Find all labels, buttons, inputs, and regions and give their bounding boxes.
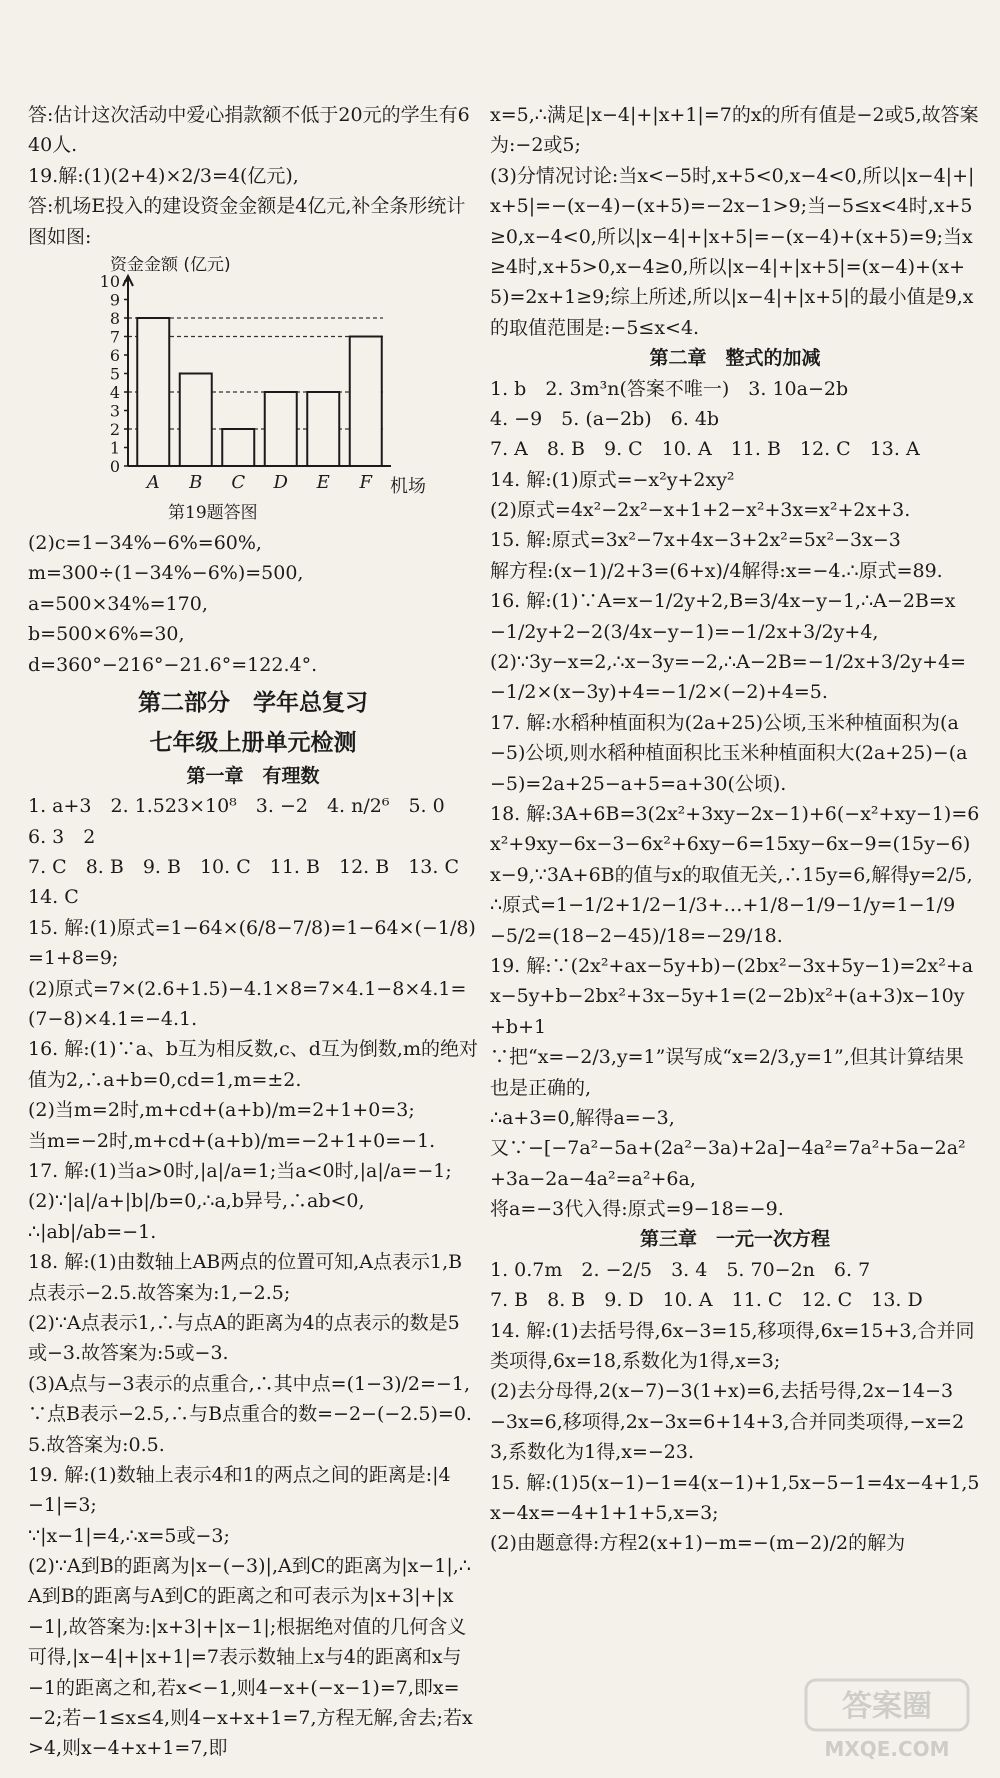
y-tick-label: 0 [109, 456, 120, 476]
chapter-2-title: 第二章 整式的加减 [649, 347, 821, 370]
text-line: 17. 解:水稻种植面积为(2a+25)公顷,玉米种植面积为(a−5)公顷,则水稻种植面积比玉米种植面积大(2a+25)−(a−5)=2a+25−a+5=a+30(公顷). [490, 711, 968, 795]
text-line: m=300÷(1−34%−6%)=500, [28, 562, 304, 585]
text-line: a=500×34%=170, [28, 592, 208, 615]
bar-chart-svg [78, 256, 438, 526]
unit-title: 七年级上册单元检测 [149, 730, 357, 757]
text-line: 7. A 8. B 9. C 10. A 11. B 12. C 13. A [490, 438, 920, 461]
text-line: 19.解:(1)(2+4)×2/3=4(亿元), [28, 164, 299, 187]
y-tick-label: 5 [109, 364, 120, 384]
text-line: (3)A点与−3表示的点重合,∴其中点=(1−3)/2=−1,∵点B表示−2.5,∴与B点重合的数=−2−(−2.5)=0.5.故答案为:0.5. [28, 1372, 472, 1456]
bar-chart [78, 256, 438, 526]
text-line: 17. 解:(1)当a>0时,|a|/a=1;当a<0时,|a|/a=−1;(2)∵|a|/a+|b|/b=0,∴a,b异号,∴ab<0, [28, 1159, 452, 1213]
text-line: 15. 解:原式=3x²−7x+4x−3+2x²=5x²−3x−3 [490, 529, 901, 552]
text-line: x=5,∴满足|x−4|+|x+1|=7的x的所有值是−2或5,故答案为:−2或5; [490, 104, 979, 157]
x-tick-label: E [316, 471, 330, 493]
text-line: (2)∵A到B的距离为|x−(−3)|,A到C的距离为|x−1|,∴A到B的距离与A到C的距离之和可表示为|x+3|+|x−1|,故答案为:|x+3|+|x−1|;根据绝对值的几何含义可得,|x−4|+|x+1|=7表示数轴上x与4的距离和x与−1的距离之和,若x<−1,则4−x+(−x−1)=7,即x=−2;若−1≤x≤4,则4−x+x+1=7,方程无解,舍去;若x>4,则x−4+x+1=7,即 [28, 1555, 473, 1760]
x-tick-label: D [273, 471, 288, 493]
y-tick-label: 3 [109, 401, 120, 421]
text-line: (2)原式=4x²−2x²−x+1+2−x²+3x=x²+2x+3. [490, 499, 911, 522]
text-line: 当m=−2时,m+cd+(a+b)/m=−2+1+0=−1. [28, 1129, 436, 1152]
text-line: (2)c=1−34%−6%=60%, [28, 531, 262, 554]
text-line: 答:估计这次活动中爱心捐款额不低于20元的学生有640人. [28, 104, 470, 157]
chart-caption: 第19题答图 [168, 502, 258, 523]
x-tick-label: F [359, 471, 372, 493]
text-line: 7. C 8. B 9. B 10. C 11. B 12. B 13. C 14. C [28, 856, 479, 909]
text-line: (2)由题意得:方程2(x+1)−m=−(m−2)/2的解为 [490, 1532, 906, 1555]
y-tick-label: 10 [99, 271, 120, 291]
x-axis-label: 机场 [390, 475, 426, 497]
x-tick-label: A [146, 471, 160, 493]
text-line: 1. a+3 2. 1.523×10⁸ 3. −2 4. n/2⁶ 5. 0 6. 3 2 [28, 795, 464, 848]
watermark-logo [802, 1674, 972, 1764]
text-line: (2)当m=2时,m+cd+(a+b)/m=2+1+0=3; [28, 1099, 415, 1122]
watermark-text: 答案圈 [842, 1689, 932, 1724]
bar [350, 336, 382, 466]
watermark-url: MXQE.COM [824, 1737, 950, 1761]
text-line: 答:机场E投入的建设资金金额是4亿元,补全条形统计图如图: [28, 195, 466, 248]
text-line: 18. 解:(1)由数轴上AB两点的位置可知,A点表示1,B点表示−2.5.故答案为:1,−2.5; [28, 1251, 463, 1304]
y-tick-label: 6 [109, 345, 120, 365]
text-line: ∴a+3=0,解得a=−3, [490, 1106, 675, 1129]
y-tick-label: 2 [109, 419, 120, 439]
bar [307, 392, 339, 466]
text-line: 4. −9 5. (a−2b) 6. 4b [490, 407, 720, 430]
y-tick-label: 4 [109, 382, 120, 402]
text-line: 15. 解:(1)原式=1−64×(6/8−7/8)=1−64×(−1/8)=1+8=9; [28, 916, 476, 970]
text-line: ∵把“x=−2/3,y=1”误写成“x=2/3,y=1”,但其计算结果也是正确的, [490, 1046, 964, 1099]
y-tick-label: 8 [109, 308, 120, 328]
text-line: 1. b 2. 3m³n(答案不唯一) 3. 10a−2b [490, 377, 849, 400]
text-line: (2)原式=7×(2.6+1.5)−4.1×8=7×4.1−8×4.1=(7−8)×4.1=−4.1. [28, 977, 467, 1031]
x-tick-label: C [231, 471, 246, 493]
text-line: 16. 解:(1)∵A=x−1/2y+2,B=3/4x−y−1,∴A−2B=x−1/2y+2−2(3/4x−y−1)=−1/2x+3/2y+4, [490, 590, 956, 643]
y-tick-label: 7 [109, 327, 120, 347]
text-line: (2)∵3y−x=2,∴x−3y=−2,∴A−2B=−1/2x+3/2y+4=−1/2×(x−3y)+4=−1/2×(−2)+4=5. [490, 651, 967, 704]
text-line: 将a=−3代入得:原式=9−18=−9. [490, 1198, 784, 1221]
bar [180, 373, 212, 466]
text-line: 19. 解:∵(2x²+ax−5y+b)−(2bx²−3x+5y−1)=2x²+ax−5y+b−2bx²+3x−5y+1=(2−2b)x²+(a+3)x−10y+b+1 [490, 954, 974, 1038]
text-line: (2)去分母得,2(x−7)−3(1+x)=6,去括号得,2x−14−3−3x=6,移项得,2x−3x=6+14+3,合并同类项得,−x=23,系数化为1得,x=−23. [490, 1380, 965, 1464]
text-line: 又∵−[−7a²−5a+(2a²−3a)+2a]−4a²=7a²+5a−2a²+3a−2a−4a²=a²+6a, [490, 1137, 966, 1190]
text-line: (3)分情况讨论:当x<−5时,x+5<0,x−4<0,所以|x−4|+|x+5|=−(x−4)−(x+5)=−2x−1>9;当−5≤x<4时,x+5≥0,x−4<0,所以|x−4|+|x+5|=−(x−4)+(x+5)=9;当x≥4时,x+5>0,x−4≥0,所以|x−4|+|x+5|=(x−4)+(x+5)=2x+1≥9;综上所述,所以|x−4|+|x+5|的最小值是9,x的取值范围是:−5≤x<4. [490, 164, 975, 339]
bar [222, 429, 254, 466]
text-line: 19. 解:(1)数轴上表示4和1的两点之间的距离是:|4−1|=3; [28, 1463, 451, 1517]
chapter-1-title: 第一章 有理数 [186, 764, 320, 787]
text-line: 14. 解:(1)原式=−x²y+2xy² [490, 468, 735, 491]
chart-title: 资金金额 (亿元) [110, 255, 231, 275]
text-line: 7. B 8. B 9. D 10. A 11. C 12. C 13. D [490, 1289, 923, 1312]
text-line: 解方程:(x−1)/2+3=(6+x)/4解得:x=−4.∴原式=89. [490, 559, 943, 582]
text-line: (2)∵A点表示1,∴与点A的距离为4的点表示的数是5或−3.故答案为:5或−3. [28, 1311, 460, 1365]
text-line: ∴|ab|/ab=−1. [28, 1220, 157, 1243]
text-line: 16. 解:(1)∵a、b互为相反数,c、d互为倒数,m的绝对值为2,∴a+b=0,cd=1,m=±2. [28, 1038, 478, 1091]
left-column [28, 100, 478, 1764]
x-tick-label: B [189, 471, 203, 493]
y-tick-label: 1 [109, 438, 120, 458]
text-line: ∵|x−1|=4,∴x=5或−3; [28, 1524, 230, 1547]
bar [265, 392, 297, 466]
chapter-3-title: 第三章 一元一次方程 [639, 1228, 830, 1251]
text-line: 14. 解:(1)去括号得,6x−3=15,移项得,6x=15+3,合并同类项得,6x=18,系数化为1得,x=3; [490, 1319, 975, 1373]
text-line: 15. 解:(1)5(x−1)−1=4(x−1)+1,5x−5−1=4x−4+1,5x−4x=−4+1+1+5,x=3; [490, 1471, 980, 1524]
part-title: 第二部分 学年总复习 [138, 689, 368, 716]
text-line: 18. 解:3A+6B=3(2x²+3xy−2x−1)+6(−x²+xy−1)=6x²+9xy−6x−3−6x²+6xy−6=15xy−6x−9=(15y−6)x−9,∵3A+6B的值与x的取值无关,∴15y=6,解得y=2/5,∴原式=1−1/2+1/2−1/3+…+1/8−1/9−1/y=1−1/9−5/2=(18−2−45)/18=−29/18. [490, 802, 980, 947]
text-line: 1. 0.7m 2. −2/5 3. 4 5. 70−2n 6. 7 [490, 1258, 871, 1281]
right-column [490, 100, 980, 1559]
y-tick-label: 9 [109, 290, 120, 310]
text-line: b=500×6%=30, [28, 623, 185, 646]
bar [137, 318, 169, 466]
text-line: d=360°−216°−21.6°=122.4°. [28, 653, 318, 676]
